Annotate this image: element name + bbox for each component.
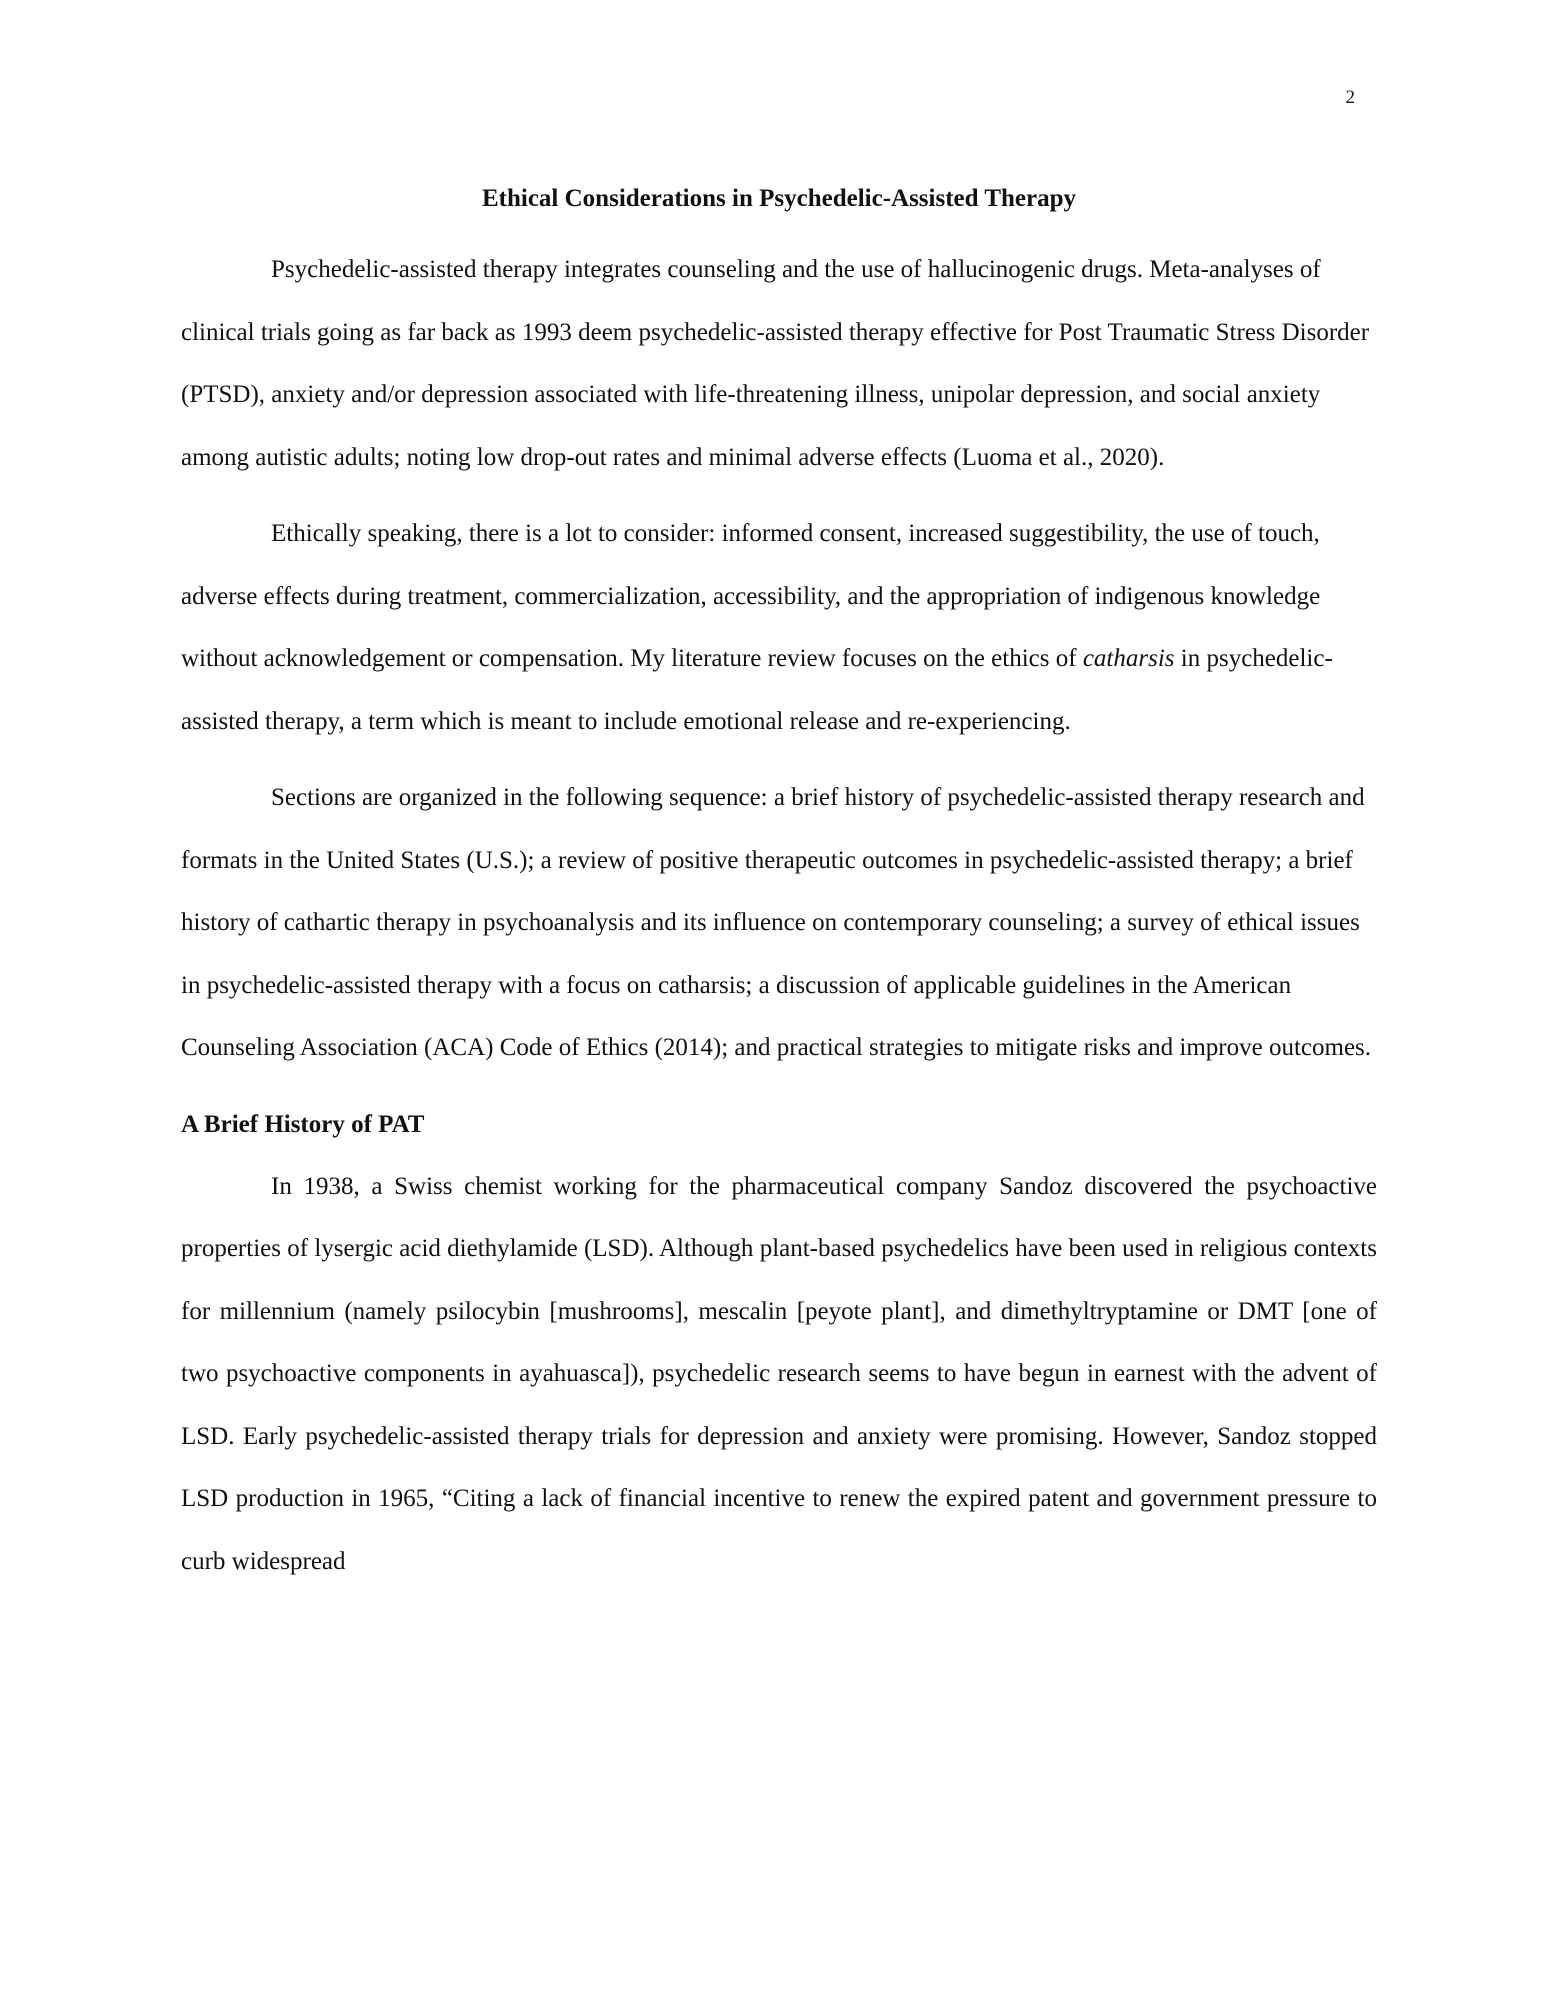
page-number: 2 [1345, 87, 1355, 108]
section-heading: A Brief History of PAT [181, 1110, 425, 1138]
italic-term-catharsis: catharsis [1082, 645, 1175, 672]
paragraph-ethics-text-end: in psychedelic-assisted therapy, a term which is meant to include emotional release and re-experiencing. [181, 645, 1333, 735]
document-title: Ethical Considerations in Psychedelic-Assisted Therapy [481, 185, 1077, 212]
document-body [181, 175, 1377, 1607]
paragraph-ethics [181, 503, 1377, 753]
paragraph-sections-overview: Sections are organized in the following sequence: a brief history of psychedelic-assisted therapy research and formats in the United States (U.S.); a review of positive therapeutic outcomes in psychedelic-assisted therapy; a brief history of cathartic therapy in psychoanalysis and its influence on contemporary counseling; a survey of ethical issues in psychedelic-assisted therapy with a focus on catharsis; a discussion of applicable guidelines in the American Counseling Association (ACA) Code of Ethics (2014); and practical strategies to mitigate risks and improve outcomes. [181, 784, 1372, 1061]
paragraph-history: In 1938, a Swiss chemist working for the pharmaceutical company Sandoz discovered the psychoactive properties of lysergic acid diethylamide (LSD). Although plant-based psychedelics have been used in religious contexts for millennium (namely psilocybin [mushrooms], mescalin [peyote plant], and dimethyltryptamine or DMT [one of two psychoactive components in ayahuasca]), psychedelic research seems to have begun in earnest with the advent of LSD. Early psychedelic-assisted therapy trials for depression and anxiety were promising. However, Sandoz stopped LSD production in 1965, “Citing a lack of financial incentive to renew the expired patent and government pressure to curb widespread [181, 1172, 1377, 1575]
paragraph-intro: Psychedelic-assisted therapy integrates counseling and the use of hallucinogenic drugs. Meta-analyses of clinical trials going as far back as 1993 deem psychedelic-assisted therapy effective for Post Traumatic Stress Disorder (PTSD), anxiety and/or depression associated with life-threatening illness, unipolar depression, and social anxiety among autistic adults; noting low drop-out rates and minimal adverse effects (Luoma et al., 2020). [181, 256, 1370, 471]
paragraph-ethics-text-start: Ethically speaking, there is a lot to consider: informed consent, increased suggestibility, the use of touch, adverse effects during treatment, commercialization, accessibility, and the appropriation of indigenous knowledge without acknowledgement or compensation. My literature review focuses on the ethics of [181, 520, 1321, 672]
